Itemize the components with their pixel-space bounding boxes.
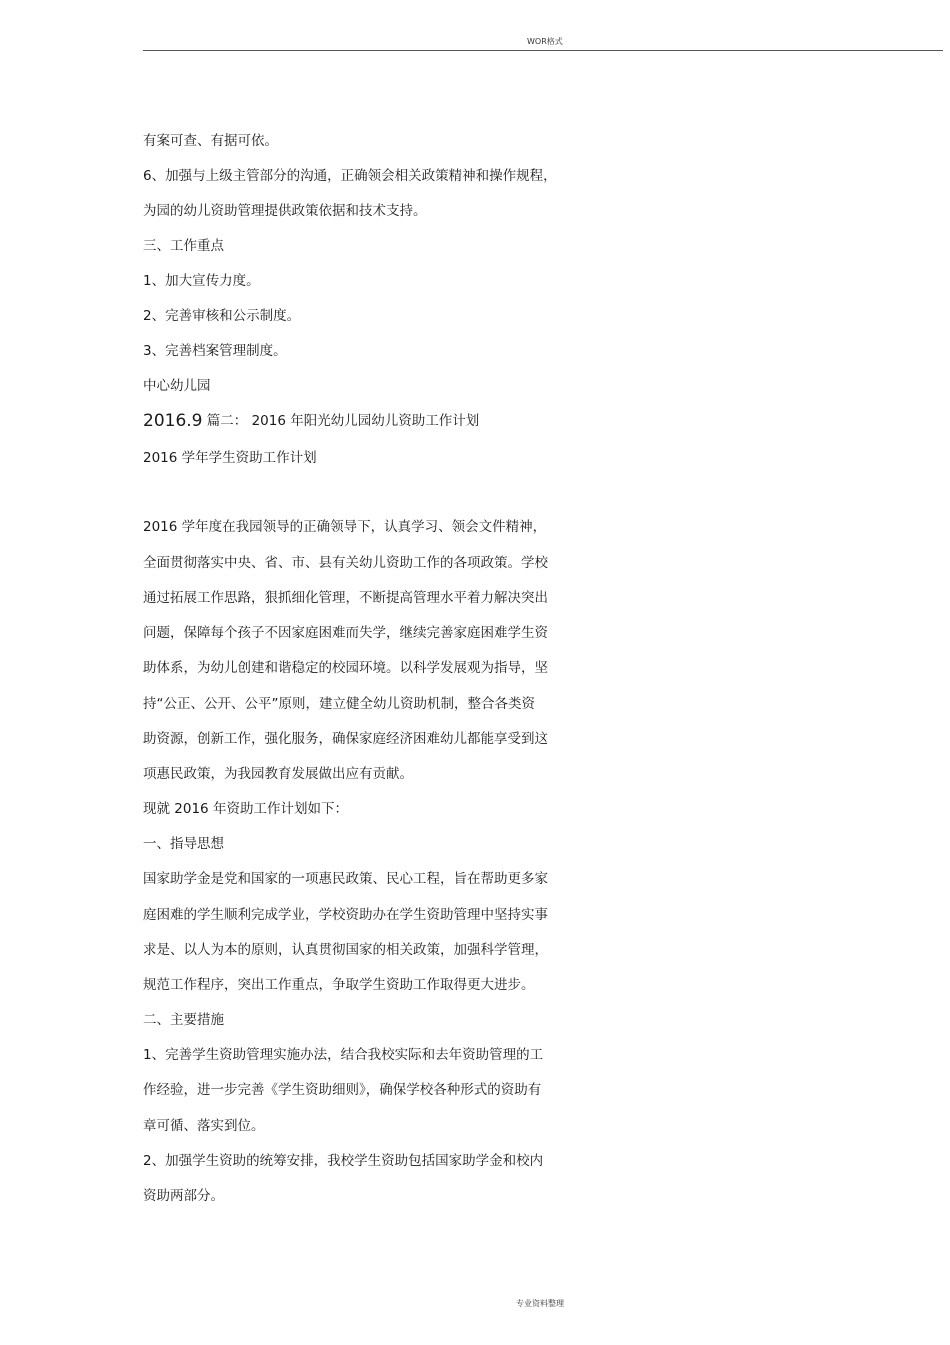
- text-line: 2、加强学生资助的统筹安排，我校学生资助包括国家助学金和校内: [143, 1153, 544, 1169]
- section-heading: 一、指导思想: [143, 836, 224, 852]
- section-heading: 二、主要措施: [143, 1012, 224, 1028]
- page-header: WOR格式: [527, 37, 563, 46]
- text-line: 问题，保障每个孩子不因家庭困难而失学，继续完善家庭困难学生资: [143, 625, 548, 641]
- text-line: 3、完善档案管理制度。: [143, 343, 287, 359]
- text-line: 2、完善审核和公示制度。: [143, 308, 301, 324]
- text-line: 现就 2016 年资助工作计划如下：: [143, 801, 348, 817]
- text-line: 项惠民政策，为我园教育发展做出应有贡献。: [143, 766, 413, 782]
- text-line: 通过拓展工作思路，狠抓细化管理，不断提高管理水平着力解决突出: [143, 590, 548, 606]
- date-title-line: [143, 412, 479, 430]
- article-title: 篇二： 2016 年阳光幼儿园幼儿资助工作计划: [202, 413, 480, 429]
- text-line: 持“公正、公开、公平”原则，建立健全幼儿资助机制，整合各类资: [143, 696, 535, 712]
- text-line: 6、加强与上级主管部分的沟通，正确领会相关政策精神和操作规程，: [143, 168, 557, 184]
- page-footer: 专业资料整理: [516, 1299, 564, 1308]
- text-line: 作经验，进一步完善《学生资助细则》，确保学校各种形式的资助有: [143, 1082, 542, 1098]
- text-line: 规范工作程序，突出工作重点，争取学生资助工作取得更大进步。: [143, 977, 535, 993]
- text-line: 章可循、落实到位。: [143, 1118, 265, 1134]
- text-line: 求是、以人为本的原则，认真贯彻国家的相关政策，加强科学管理，: [143, 942, 548, 958]
- text-line: 为园的幼儿资助管理提供政策依据和技术支持。: [143, 203, 427, 219]
- header-divider: [143, 50, 943, 51]
- signature-date: 2016.9: [143, 411, 203, 431]
- text-line: 助资源，创新工作，强化服务，确保家庭经济困难幼儿都能享受到这: [143, 731, 548, 747]
- text-line: 国家助学金是党和国家的一项惠民政策、民心工程，旨在帮助更多家: [143, 871, 548, 887]
- text-line: 助体系，为幼儿创建和谐稳定的校园环境。以科学发展观为指导，坚: [143, 660, 548, 676]
- text-line: 全面贯彻落实中央、省、市、县有关幼儿资助工作的各项政策。学校: [143, 555, 548, 571]
- text-line: 庭困难的学生顺利完成学业，学校资助办在学生资助管理中坚持实事: [143, 907, 548, 923]
- text-line: 2016 学年度在我园领导的正确领导下，认真学习、领会文件精神，: [143, 519, 547, 535]
- text-line: 资助两部分。: [143, 1188, 224, 1204]
- article-subtitle: 2016 学年学生资助工作计划: [143, 450, 317, 466]
- text-line: 1、完善学生资助管理实施办法，结合我校实际和去年资助管理的工: [143, 1047, 544, 1063]
- text-line: 1、加大宣传力度。: [143, 273, 260, 289]
- text-line: 有案可查、有据可依。: [143, 133, 278, 149]
- signature-org: 中心幼儿园: [143, 378, 211, 394]
- section-heading: 三、工作重点: [143, 238, 224, 254]
